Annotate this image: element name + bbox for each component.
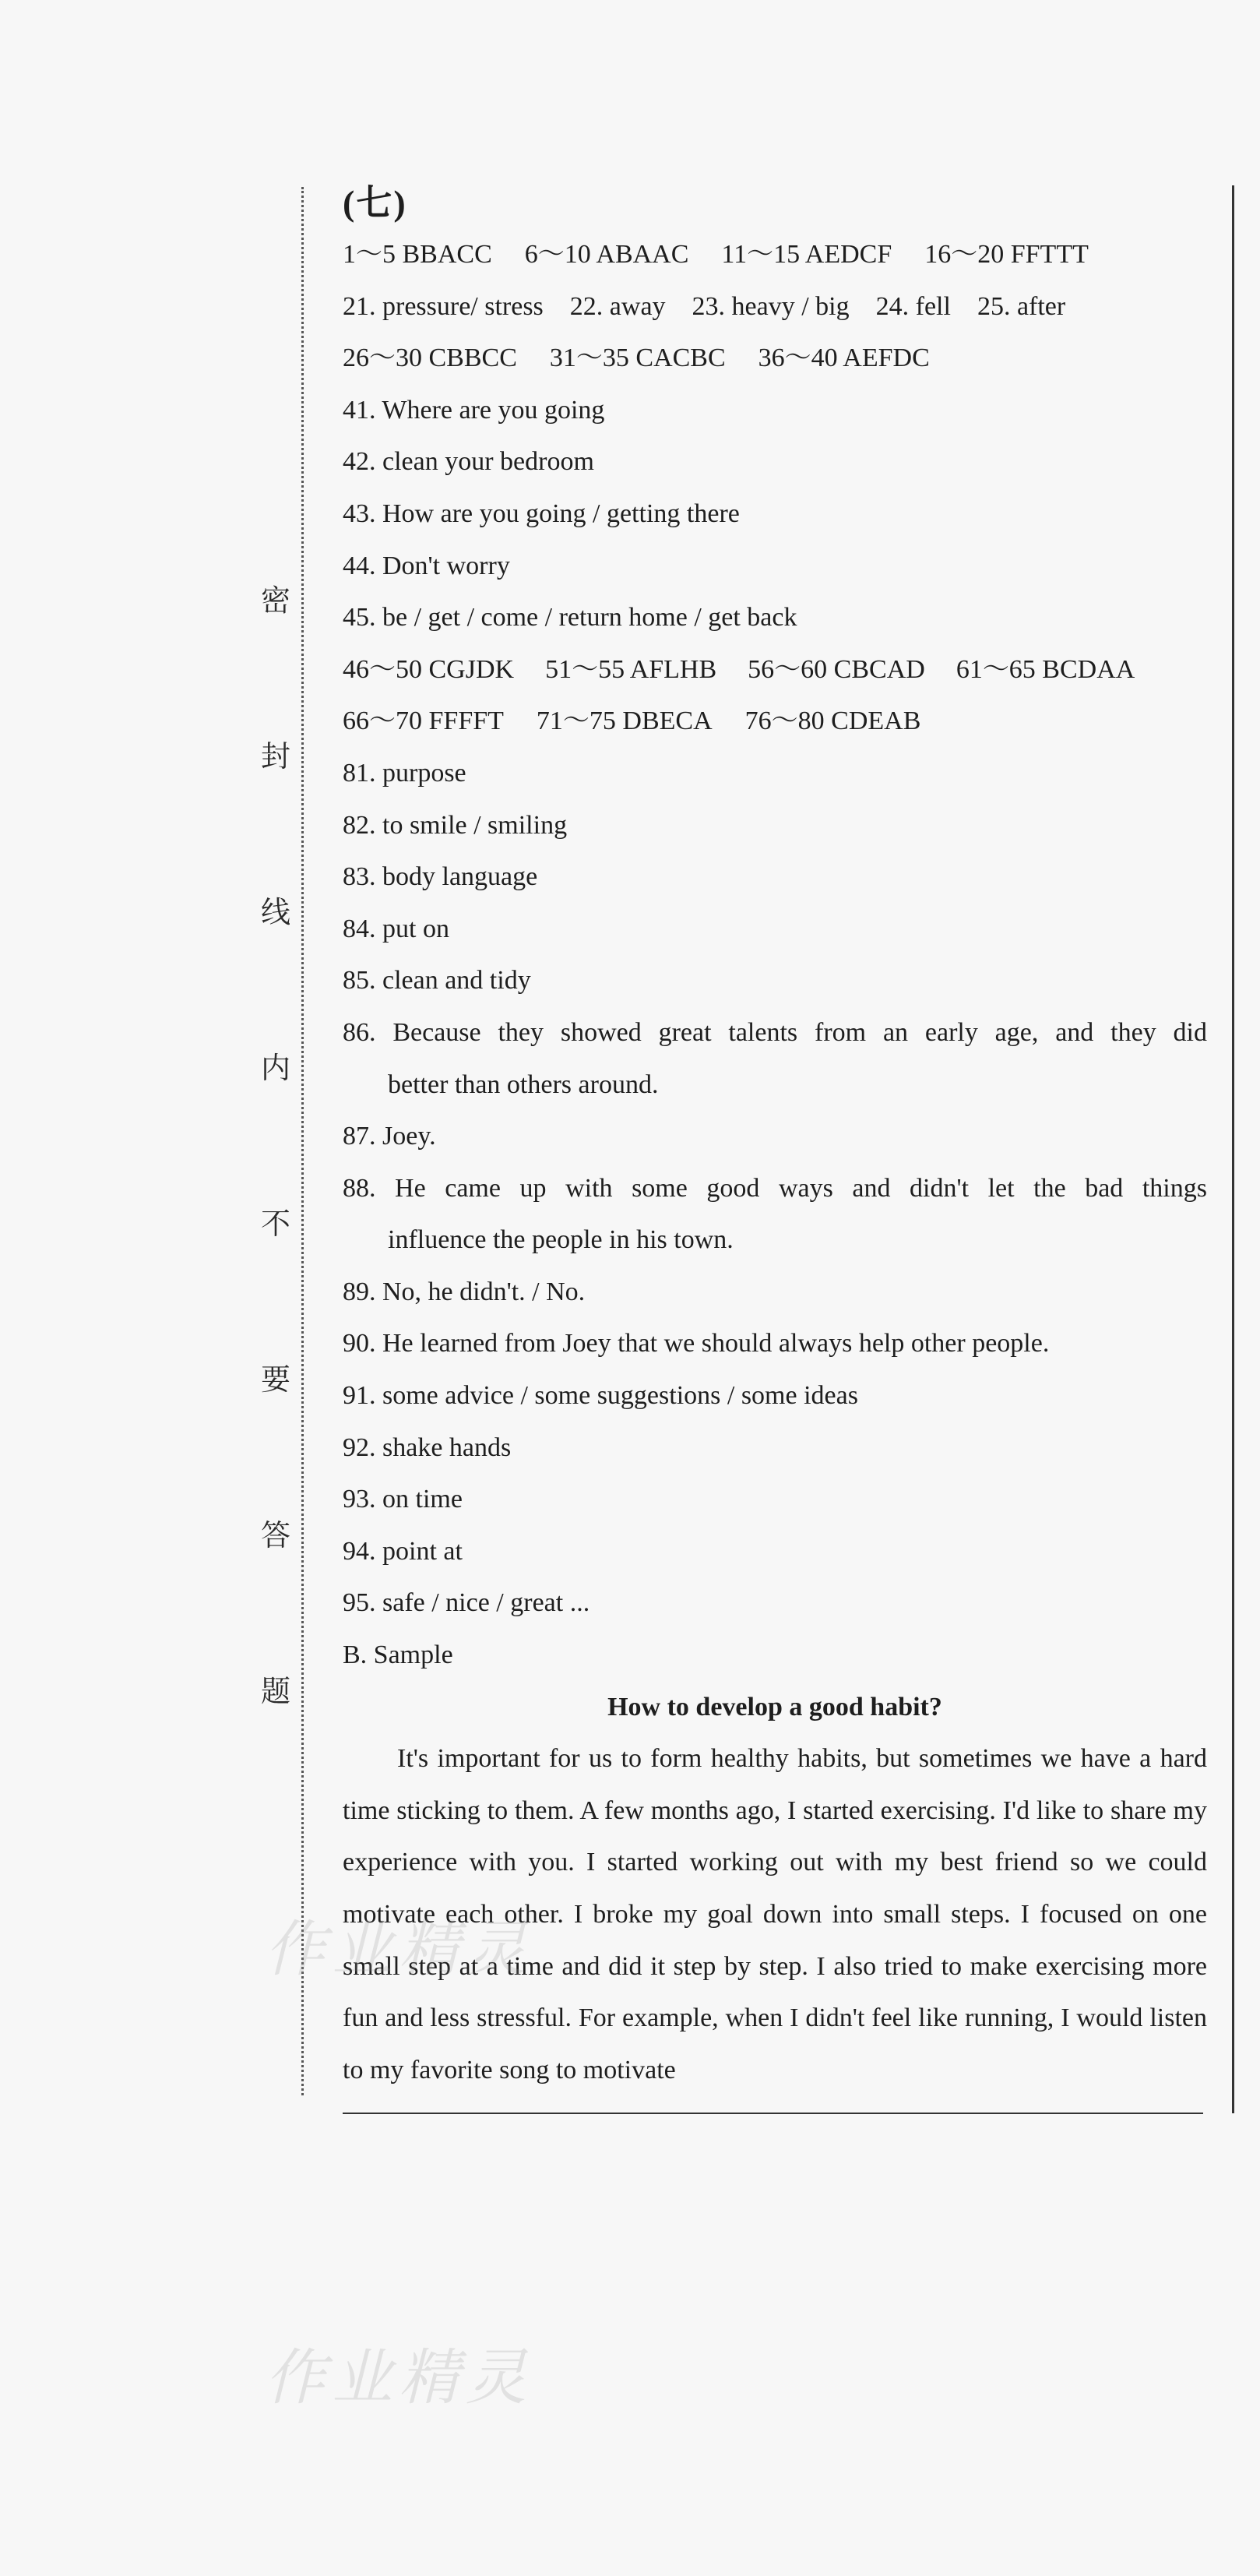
answer-cell: 56～60 CBCAD	[748, 654, 925, 684]
answer-row-26-40	[343, 333, 1207, 385]
watermark-logo: 作业精灵	[265, 2343, 533, 2413]
seal-char-8: 题	[260, 1674, 290, 1708]
seal-char-4: 内	[260, 1051, 290, 1085]
answer-86-line1: 86. Because they showed great talents from an early age, and they did	[343, 1017, 1207, 1047]
answer-45: 45. be / get / come / return home / get back	[343, 603, 797, 633]
answer-cell: 25. after	[977, 291, 1066, 321]
answer-41: 41. Where are you going	[343, 395, 605, 425]
answer-85: 85. clean and tidy	[343, 966, 531, 996]
answer-83: 83. body language	[343, 862, 538, 892]
answer-cell: 16～20 FFTTT	[924, 240, 1089, 269]
answer-cell: 6～10 ABAAC	[524, 240, 689, 269]
section-heading: (七)	[343, 183, 407, 223]
answer-cell: 36～40 AEFDC	[758, 344, 930, 373]
answer-row-21-25	[343, 281, 1207, 333]
answer-95: 95. safe / nice / great ...	[343, 1588, 590, 1618]
answer-91: 91. some advice / some suggestions / some ideas	[343, 1381, 858, 1411]
answer-cell: 23. heavy / big	[692, 291, 850, 321]
answer-row-1-20	[343, 229, 1207, 281]
seal-dotted-line	[301, 187, 304, 2095]
answer-row-66-80	[343, 696, 1207, 748]
seal-char-6: 要	[260, 1362, 290, 1397]
answer-cell: 22. away	[569, 291, 666, 321]
answer-86-line2: better than others around.	[388, 1070, 659, 1099]
answer-cell: 1～5 BBACC	[343, 240, 492, 269]
answer-cell: 24. fell	[875, 291, 951, 321]
answer-93: 93. on time	[343, 1485, 463, 1514]
sample-label: B. Sample	[343, 1640, 453, 1670]
seal-char-1: 密	[260, 583, 290, 618]
answer-44: 44. Don't worry	[343, 551, 510, 580]
answer-cell: 31～35 CACBC	[549, 344, 726, 373]
essay-title: How to develop a good habit?	[607, 1692, 942, 1721]
seal-char-7: 答	[260, 1518, 290, 1552]
answer-cell: 11～15 AEDCF	[721, 240, 892, 269]
answer-42: 42. clean your bedroom	[343, 447, 594, 477]
watermark-logo: 作业精灵	[265, 1915, 533, 1985]
right-border-rule	[1232, 185, 1234, 2113]
answer-row-46-65	[343, 644, 1207, 696]
answer-cell: 71～75 DBECA	[536, 707, 713, 736]
answer-88-line2: influence the people in his town.	[388, 1225, 734, 1255]
answer-cell: 76～80 CDEAB	[744, 707, 921, 736]
seal-char-2: 封	[260, 739, 290, 774]
bottom-border-rule	[343, 2113, 1203, 2114]
answer-cell: 51～55 AFLHB	[545, 654, 717, 684]
answer-cell: 26～30 CBBCC	[343, 344, 517, 373]
answer-92: 92. shake hands	[343, 1432, 512, 1462]
answer-cell: 46～50 CGJDK	[343, 654, 515, 684]
answer-cell: 61～65 BCDAA	[956, 654, 1135, 684]
answer-89: 89. No, he didn't. / No.	[343, 1277, 586, 1306]
answer-87: 87. Joey.	[343, 1122, 436, 1151]
answer-43: 43. How are you going / getting there	[343, 499, 740, 528]
answer-cell: 66～70 FFFFT	[343, 707, 504, 736]
answer-81: 81. purpose	[343, 758, 466, 788]
seal-char-3: 线	[260, 895, 290, 929]
seal-char-5: 不	[260, 1207, 290, 1241]
answer-90: 90. He learned from Joey that we should always help other people.	[343, 1329, 1050, 1358]
answer-82: 82. to smile / smiling	[343, 810, 568, 840]
answer-cell: 21. pressure/ stress	[343, 291, 544, 321]
essay-body: It's important for us to form healthy habits, but sometimes we have a hard time sticking to them. A few months ago, I started exercising. I'd like to share my experience with you. I started working out with my best friend so we could motivate each other. I broke my goal down into small steps. I focused on one small step at a time and did it step by step. I also tried to make exercising more fun and less stressful. For example, when I didn't feel like running, I would listen to my favorite song to motivate	[343, 1744, 1207, 2084]
answer-88-line1: 88. He came up with some good ways and didn't let the bad things	[343, 1173, 1207, 1203]
answer-content	[343, 178, 1207, 2096]
answer-94: 94. point at	[343, 1536, 463, 1566]
answer-84: 84. put on	[343, 914, 449, 943]
